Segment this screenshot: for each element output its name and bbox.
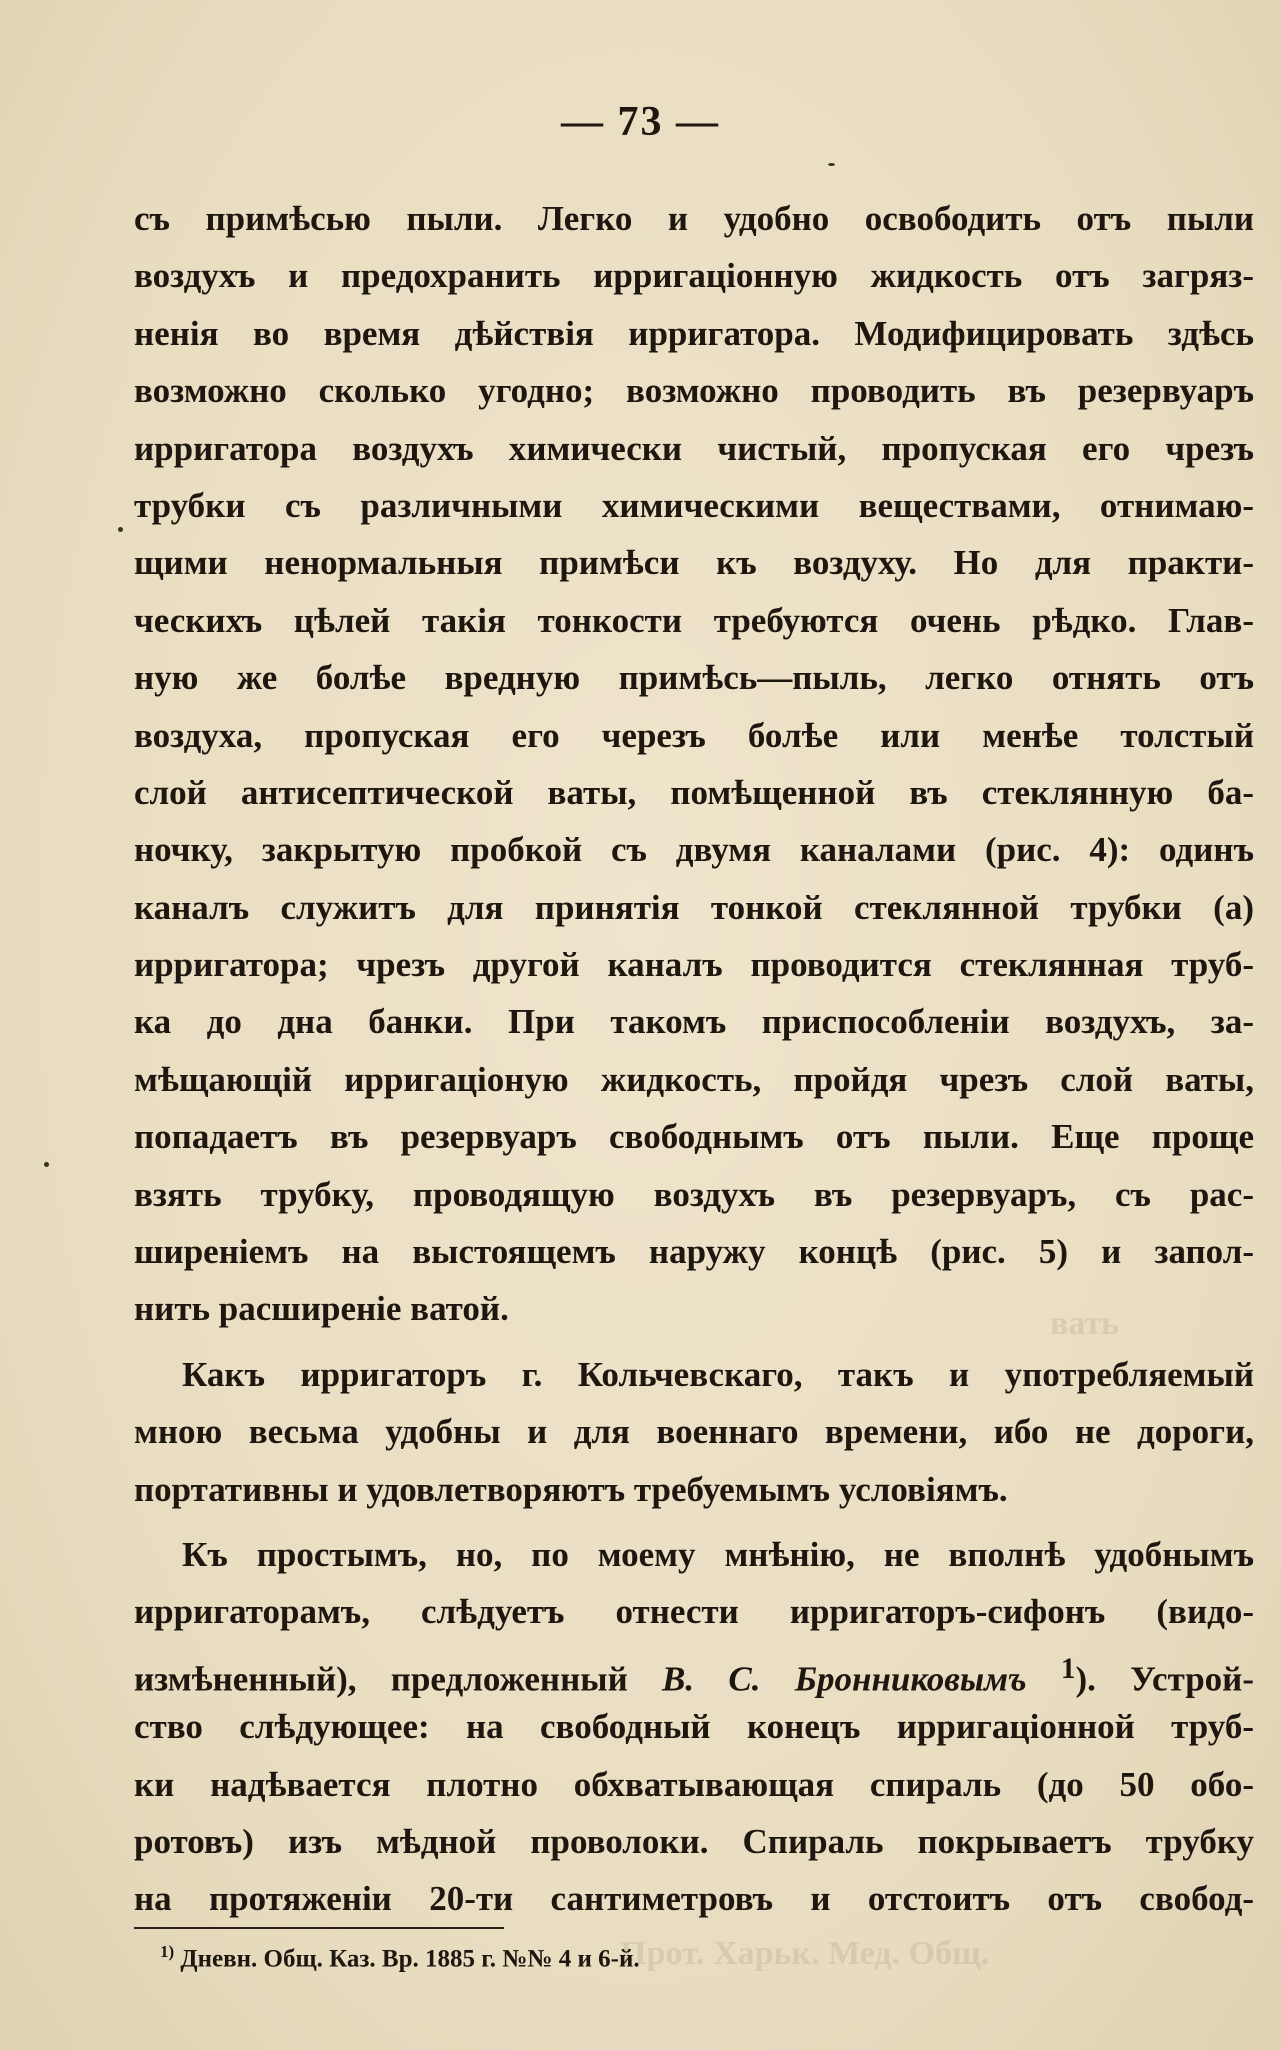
text-line: каналъ служитъ для принятія тонкой стеклянной трубки (а) — [134, 887, 1254, 927]
text-line: возможно сколько угодно; возможно проводить въ резервуаръ — [134, 371, 1254, 411]
text-line: мною весьма удобны и для военнаго времени, ибо не дороги, — [134, 1412, 1254, 1452]
text-line: ширеніемъ на выстоящемъ наружу концѣ (рис. 5) и запол- — [134, 1232, 1254, 1272]
text-segment: измѣненный), предложенный — [134, 1659, 663, 1699]
cited-author: В. С. Бронниковымъ — [662, 1659, 1027, 1699]
text-line: ки надѣвается плотно обхватывающая спираль (до 50 обо- — [134, 1764, 1254, 1804]
text-segment: ). Устрой- — [1075, 1659, 1254, 1699]
text-line: ночку, закрытую пробкой съ двумя каналами (рис. 4): одинъ — [134, 830, 1254, 870]
text-line: мѣщающій ирригаціоную жидкость, пройдя чрезъ слой ваты, — [134, 1059, 1254, 1099]
footnote-text: Дневн. Общ. Каз. Вр. 1885 г. №№ 4 и 6-й. — [180, 1945, 640, 1973]
text-line: нить расширеніе ватой. — [134, 1289, 509, 1329]
text-line: ненія во время дѣйствія ирригатора. Модифицировать здѣсь — [134, 313, 1254, 353]
body-text — [134, 190, 1254, 1928]
text-line: ирригатора воздухъ химически чистый, пропуская его чрезъ — [134, 428, 1254, 468]
text-line: на протяженіи 20-ти сантиметровъ и отстоитъ отъ свобод- — [134, 1879, 1254, 1919]
text-line: ротовъ) изъ мѣдной проволоки. Спираль покрываетъ трубку — [134, 1821, 1254, 1861]
text-line: Къ простымъ, но, по моему мнѣнію, не вполнѣ удобнымъ — [182, 1534, 1254, 1574]
ink-speck — [118, 527, 123, 532]
show-through-text: Прот. Харьк. Мед. Общ. — [620, 1935, 990, 1972]
text-line: трубки съ различными химическими веществами, отнимаю- — [134, 485, 1254, 525]
footnote-rule — [134, 1927, 504, 1929]
text-line-with-citation — [134, 1641, 1254, 1698]
ink-speck — [44, 1162, 49, 1167]
footnote-marker: 1 — [1060, 1652, 1076, 1685]
text-line: ческихъ цѣлей такія тонкости требуются очень рѣдко. Глав- — [134, 600, 1254, 640]
text-line: ирригаторамъ, слѣдуетъ отнести ирригаторъ-сифонъ (видо- — [134, 1592, 1254, 1632]
text-line: ка до дна банки. При такомъ приспособленіи воздухъ, за- — [134, 1002, 1254, 1042]
ink-speck — [828, 163, 835, 166]
text-line: воздухъ и предохранить ирригаціонную жидкость отъ загряз- — [134, 256, 1254, 296]
footnote-number: 1) — [160, 1942, 175, 1961]
text-line: ство слѣдующее: на свободный конецъ ирригаціонной труб- — [134, 1707, 1254, 1747]
footnote — [160, 1942, 640, 1973]
text-line: съ примѣсью пыли. Легко и удобно освободить отъ пыли — [134, 199, 1254, 238]
show-through-text: вать — [1050, 1305, 1120, 1342]
page-number: — 73 — — [561, 99, 720, 145]
text-line: слой антисептической ваты, помѣщенной въ стеклянную ба- — [134, 772, 1254, 812]
text-line: ную же болѣе вредную примѣсь—пыль, легко отнять отъ — [134, 658, 1254, 698]
text-line: щими ненормальныя примѣси къ воздуху. Но для практи- — [134, 543, 1254, 583]
text-line: портативны и удовлетворяютъ требуемымъ условіямъ. — [134, 1469, 1008, 1509]
text-line: Какъ ирригаторъ г. Кольчевскаго, такъ и употребляемый — [182, 1354, 1254, 1394]
text-line: попадаетъ въ резервуаръ свободнымъ отъ пыли. Еще проще — [134, 1117, 1254, 1157]
text-line: ирригатора; чрезъ другой каналъ проводится стеклянная труб- — [134, 945, 1254, 985]
text-line: взять трубку, проводящую воздухъ въ резервуаръ, съ рас- — [134, 1174, 1254, 1214]
text-line: воздуха, пропуская его черезъ болѣе или менѣе толстый — [134, 715, 1254, 755]
